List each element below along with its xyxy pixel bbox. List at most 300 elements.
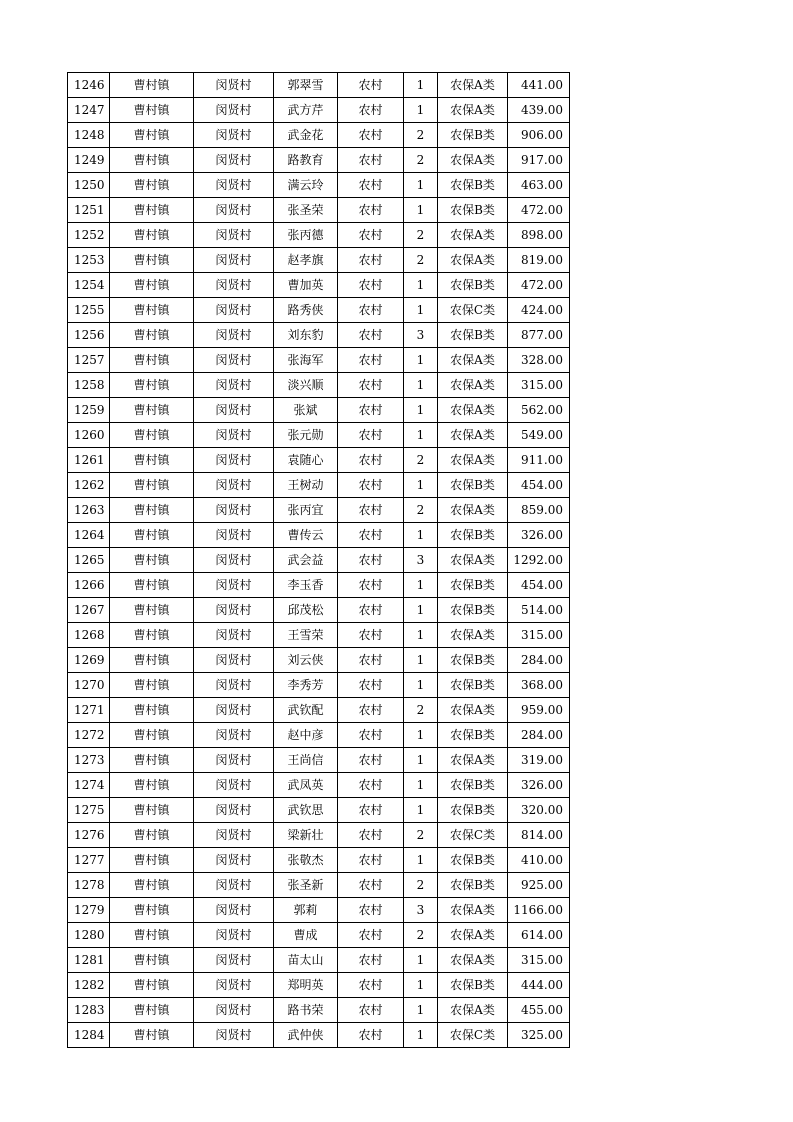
category-cell: 农村 bbox=[338, 748, 404, 773]
category-cell: 农村 bbox=[338, 873, 404, 898]
amount-cell: 1292.00 bbox=[508, 548, 570, 573]
row-number: 1283 bbox=[68, 998, 110, 1023]
amount-cell: 284.00 bbox=[508, 723, 570, 748]
category-cell: 农村 bbox=[338, 273, 404, 298]
row-number: 1253 bbox=[68, 248, 110, 273]
count-cell: 1 bbox=[404, 298, 438, 323]
table-row bbox=[68, 948, 570, 973]
insurance-type-cell: 农保A类 bbox=[438, 223, 508, 248]
insurance-type-cell: 农保B类 bbox=[438, 773, 508, 798]
village-cell: 闵贤村 bbox=[194, 73, 274, 98]
category-cell: 农村 bbox=[338, 823, 404, 848]
village-cell: 闵贤村 bbox=[194, 848, 274, 873]
name-cell: 曹加英 bbox=[274, 273, 338, 298]
name-cell: 路书荣 bbox=[274, 998, 338, 1023]
row-number: 1279 bbox=[68, 898, 110, 923]
category-cell: 农村 bbox=[338, 223, 404, 248]
category-cell: 农村 bbox=[338, 373, 404, 398]
town-cell: 曹村镇 bbox=[110, 223, 194, 248]
table-row bbox=[68, 748, 570, 773]
village-cell: 闵贤村 bbox=[194, 923, 274, 948]
insurance-type-cell: 农保B类 bbox=[438, 273, 508, 298]
name-cell: 王树动 bbox=[274, 473, 338, 498]
village-cell: 闵贤村 bbox=[194, 298, 274, 323]
town-cell: 曹村镇 bbox=[110, 323, 194, 348]
amount-cell: 819.00 bbox=[508, 248, 570, 273]
amount-cell: 315.00 bbox=[508, 623, 570, 648]
town-cell: 曹村镇 bbox=[110, 498, 194, 523]
name-cell: 李玉香 bbox=[274, 573, 338, 598]
village-cell: 闵贤村 bbox=[194, 598, 274, 623]
row-number: 1262 bbox=[68, 473, 110, 498]
name-cell: 梁新壮 bbox=[274, 823, 338, 848]
name-cell: 李秀芳 bbox=[274, 673, 338, 698]
count-cell: 1 bbox=[404, 73, 438, 98]
row-number: 1273 bbox=[68, 748, 110, 773]
count-cell: 1 bbox=[404, 1023, 438, 1048]
village-cell: 闵贤村 bbox=[194, 748, 274, 773]
insurance-type-cell: 农保C类 bbox=[438, 298, 508, 323]
name-cell: 郭莉 bbox=[274, 898, 338, 923]
village-cell: 闵贤村 bbox=[194, 798, 274, 823]
town-cell: 曹村镇 bbox=[110, 198, 194, 223]
table-row bbox=[68, 798, 570, 823]
count-cell: 1 bbox=[404, 673, 438, 698]
count-cell: 2 bbox=[404, 223, 438, 248]
town-cell: 曹村镇 bbox=[110, 448, 194, 473]
amount-cell: 320.00 bbox=[508, 798, 570, 823]
amount-cell: 424.00 bbox=[508, 298, 570, 323]
insurance-type-cell: 农保A类 bbox=[438, 98, 508, 123]
count-cell: 1 bbox=[404, 798, 438, 823]
category-cell: 农村 bbox=[338, 173, 404, 198]
amount-cell: 463.00 bbox=[508, 173, 570, 198]
town-cell: 曹村镇 bbox=[110, 248, 194, 273]
name-cell: 张圣新 bbox=[274, 873, 338, 898]
village-cell: 闵贤村 bbox=[194, 473, 274, 498]
amount-cell: 454.00 bbox=[508, 573, 570, 598]
count-cell: 1 bbox=[404, 398, 438, 423]
table-row bbox=[68, 448, 570, 473]
amount-cell: 877.00 bbox=[508, 323, 570, 348]
name-cell: 淡兴顺 bbox=[274, 373, 338, 398]
amount-cell: 911.00 bbox=[508, 448, 570, 473]
insurance-type-cell: 农保A类 bbox=[438, 498, 508, 523]
name-cell: 邱茂松 bbox=[274, 598, 338, 623]
insurance-type-cell: 农保B类 bbox=[438, 473, 508, 498]
table-body bbox=[68, 73, 570, 1048]
town-cell: 曹村镇 bbox=[110, 123, 194, 148]
village-cell: 闵贤村 bbox=[194, 398, 274, 423]
insurance-type-cell: 农保B类 bbox=[438, 173, 508, 198]
category-cell: 农村 bbox=[338, 1023, 404, 1048]
town-cell: 曹村镇 bbox=[110, 423, 194, 448]
insurance-type-cell: 农保A类 bbox=[438, 548, 508, 573]
village-cell: 闵贤村 bbox=[194, 723, 274, 748]
town-cell: 曹村镇 bbox=[110, 848, 194, 873]
count-cell: 2 bbox=[404, 448, 438, 473]
count-cell: 1 bbox=[404, 773, 438, 798]
table-row bbox=[68, 98, 570, 123]
amount-cell: 326.00 bbox=[508, 773, 570, 798]
table-row bbox=[68, 623, 570, 648]
name-cell: 张斌 bbox=[274, 398, 338, 423]
amount-cell: 562.00 bbox=[508, 398, 570, 423]
table-row bbox=[68, 323, 570, 348]
table-row bbox=[68, 223, 570, 248]
name-cell: 张元勋 bbox=[274, 423, 338, 448]
name-cell: 武凤英 bbox=[274, 773, 338, 798]
category-cell: 农村 bbox=[338, 623, 404, 648]
row-number: 1250 bbox=[68, 173, 110, 198]
row-number: 1270 bbox=[68, 673, 110, 698]
row-number: 1254 bbox=[68, 273, 110, 298]
amount-cell: 614.00 bbox=[508, 923, 570, 948]
count-cell: 1 bbox=[404, 173, 438, 198]
amount-cell: 898.00 bbox=[508, 223, 570, 248]
category-cell: 农村 bbox=[338, 448, 404, 473]
village-cell: 闵贤村 bbox=[194, 648, 274, 673]
amount-cell: 315.00 bbox=[508, 948, 570, 973]
name-cell: 路教育 bbox=[274, 148, 338, 173]
amount-cell: 319.00 bbox=[508, 748, 570, 773]
row-number: 1277 bbox=[68, 848, 110, 873]
amount-cell: 441.00 bbox=[508, 73, 570, 98]
name-cell: 武钦配 bbox=[274, 698, 338, 723]
name-cell: 刘云侠 bbox=[274, 648, 338, 673]
insurance-type-cell: 农保B类 bbox=[438, 973, 508, 998]
amount-cell: 444.00 bbox=[508, 973, 570, 998]
insurance-type-cell: 农保B类 bbox=[438, 798, 508, 823]
town-cell: 曹村镇 bbox=[110, 873, 194, 898]
town-cell: 曹村镇 bbox=[110, 948, 194, 973]
category-cell: 农村 bbox=[338, 723, 404, 748]
insurance-type-cell: 农保A类 bbox=[438, 748, 508, 773]
row-number: 1264 bbox=[68, 523, 110, 548]
table-row bbox=[68, 348, 570, 373]
category-cell: 农村 bbox=[338, 498, 404, 523]
village-cell: 闵贤村 bbox=[194, 973, 274, 998]
amount-cell: 472.00 bbox=[508, 273, 570, 298]
town-cell: 曹村镇 bbox=[110, 523, 194, 548]
town-cell: 曹村镇 bbox=[110, 148, 194, 173]
table-row bbox=[68, 373, 570, 398]
table-row bbox=[68, 998, 570, 1023]
town-cell: 曹村镇 bbox=[110, 973, 194, 998]
amount-cell: 814.00 bbox=[508, 823, 570, 848]
town-cell: 曹村镇 bbox=[110, 898, 194, 923]
category-cell: 农村 bbox=[338, 598, 404, 623]
insurance-type-cell: 农保A类 bbox=[438, 898, 508, 923]
count-cell: 1 bbox=[404, 373, 438, 398]
category-cell: 农村 bbox=[338, 548, 404, 573]
town-cell: 曹村镇 bbox=[110, 823, 194, 848]
town-cell: 曹村镇 bbox=[110, 748, 194, 773]
insurance-type-cell: 农保A类 bbox=[438, 398, 508, 423]
amount-cell: 439.00 bbox=[508, 98, 570, 123]
row-number: 1275 bbox=[68, 798, 110, 823]
amount-cell: 410.00 bbox=[508, 848, 570, 873]
amount-cell: 328.00 bbox=[508, 348, 570, 373]
insurance-type-cell: 农保A类 bbox=[438, 373, 508, 398]
village-cell: 闵贤村 bbox=[194, 523, 274, 548]
town-cell: 曹村镇 bbox=[110, 373, 194, 398]
count-cell: 3 bbox=[404, 548, 438, 573]
village-cell: 闵贤村 bbox=[194, 698, 274, 723]
category-cell: 农村 bbox=[338, 73, 404, 98]
category-cell: 农村 bbox=[338, 798, 404, 823]
category-cell: 农村 bbox=[338, 248, 404, 273]
table-row bbox=[68, 848, 570, 873]
category-cell: 农村 bbox=[338, 648, 404, 673]
insurance-type-cell: 农保C类 bbox=[438, 1023, 508, 1048]
village-cell: 闵贤村 bbox=[194, 423, 274, 448]
count-cell: 2 bbox=[404, 123, 438, 148]
table-row bbox=[68, 398, 570, 423]
category-cell: 农村 bbox=[338, 123, 404, 148]
name-cell: 袁随心 bbox=[274, 448, 338, 473]
row-number: 1284 bbox=[68, 1023, 110, 1048]
row-number: 1266 bbox=[68, 573, 110, 598]
name-cell: 张海军 bbox=[274, 348, 338, 373]
name-cell: 武方芹 bbox=[274, 98, 338, 123]
amount-cell: 454.00 bbox=[508, 473, 570, 498]
count-cell: 1 bbox=[404, 473, 438, 498]
village-cell: 闵贤村 bbox=[194, 823, 274, 848]
count-cell: 1 bbox=[404, 748, 438, 773]
village-cell: 闵贤村 bbox=[194, 873, 274, 898]
row-number: 1260 bbox=[68, 423, 110, 448]
insurance-type-cell: 农保B类 bbox=[438, 848, 508, 873]
name-cell: 满云玲 bbox=[274, 173, 338, 198]
data-table bbox=[67, 72, 570, 1048]
count-cell: 1 bbox=[404, 648, 438, 673]
village-cell: 闵贤村 bbox=[194, 623, 274, 648]
amount-cell: 549.00 bbox=[508, 423, 570, 448]
count-cell: 2 bbox=[404, 823, 438, 848]
row-number: 1263 bbox=[68, 498, 110, 523]
amount-cell: 455.00 bbox=[508, 998, 570, 1023]
town-cell: 曹村镇 bbox=[110, 173, 194, 198]
village-cell: 闵贤村 bbox=[194, 173, 274, 198]
row-number: 1267 bbox=[68, 598, 110, 623]
village-cell: 闵贤村 bbox=[194, 223, 274, 248]
table-row bbox=[68, 1023, 570, 1048]
insurance-type-cell: 农保A类 bbox=[438, 948, 508, 973]
insurance-type-cell: 农保A类 bbox=[438, 998, 508, 1023]
table-row bbox=[68, 248, 570, 273]
amount-cell: 959.00 bbox=[508, 698, 570, 723]
village-cell: 闵贤村 bbox=[194, 273, 274, 298]
insurance-type-cell: 农保B类 bbox=[438, 873, 508, 898]
row-number: 1248 bbox=[68, 123, 110, 148]
count-cell: 1 bbox=[404, 348, 438, 373]
row-number: 1274 bbox=[68, 773, 110, 798]
row-number: 1249 bbox=[68, 148, 110, 173]
row-number: 1269 bbox=[68, 648, 110, 673]
amount-cell: 284.00 bbox=[508, 648, 570, 673]
count-cell: 1 bbox=[404, 598, 438, 623]
name-cell: 赵中彦 bbox=[274, 723, 338, 748]
count-cell: 2 bbox=[404, 248, 438, 273]
count-cell: 1 bbox=[404, 98, 438, 123]
town-cell: 曹村镇 bbox=[110, 473, 194, 498]
town-cell: 曹村镇 bbox=[110, 623, 194, 648]
insurance-type-cell: 农保B类 bbox=[438, 673, 508, 698]
town-cell: 曹村镇 bbox=[110, 298, 194, 323]
category-cell: 农村 bbox=[338, 973, 404, 998]
category-cell: 农村 bbox=[338, 98, 404, 123]
category-cell: 农村 bbox=[338, 423, 404, 448]
table-row bbox=[68, 723, 570, 748]
count-cell: 1 bbox=[404, 523, 438, 548]
insurance-type-cell: 农保C类 bbox=[438, 823, 508, 848]
row-number: 1246 bbox=[68, 73, 110, 98]
table-row bbox=[68, 273, 570, 298]
town-cell: 曹村镇 bbox=[110, 98, 194, 123]
row-number: 1276 bbox=[68, 823, 110, 848]
insurance-type-cell: 农保A类 bbox=[438, 623, 508, 648]
category-cell: 农村 bbox=[338, 948, 404, 973]
count-cell: 1 bbox=[404, 423, 438, 448]
count-cell: 2 bbox=[404, 148, 438, 173]
name-cell: 王雪荣 bbox=[274, 623, 338, 648]
table-row bbox=[68, 298, 570, 323]
insurance-type-cell: 农保B类 bbox=[438, 523, 508, 548]
row-number: 1261 bbox=[68, 448, 110, 473]
row-number: 1251 bbox=[68, 198, 110, 223]
row-number: 1278 bbox=[68, 873, 110, 898]
insurance-type-cell: 农保A类 bbox=[438, 423, 508, 448]
count-cell: 1 bbox=[404, 623, 438, 648]
table-row bbox=[68, 473, 570, 498]
town-cell: 曹村镇 bbox=[110, 998, 194, 1023]
village-cell: 闵贤村 bbox=[194, 98, 274, 123]
amount-cell: 315.00 bbox=[508, 373, 570, 398]
insurance-type-cell: 农保B类 bbox=[438, 723, 508, 748]
count-cell: 1 bbox=[404, 273, 438, 298]
table-row bbox=[68, 698, 570, 723]
table-row bbox=[68, 823, 570, 848]
amount-cell: 472.00 bbox=[508, 198, 570, 223]
count-cell: 2 bbox=[404, 498, 438, 523]
village-cell: 闵贤村 bbox=[194, 148, 274, 173]
category-cell: 农村 bbox=[338, 348, 404, 373]
category-cell: 农村 bbox=[338, 398, 404, 423]
town-cell: 曹村镇 bbox=[110, 723, 194, 748]
insurance-type-cell: 农保A类 bbox=[438, 73, 508, 98]
category-cell: 农村 bbox=[338, 998, 404, 1023]
row-number: 1280 bbox=[68, 923, 110, 948]
amount-cell: 925.00 bbox=[508, 873, 570, 898]
category-cell: 农村 bbox=[338, 323, 404, 348]
town-cell: 曹村镇 bbox=[110, 923, 194, 948]
name-cell: 张圣荣 bbox=[274, 198, 338, 223]
table-row bbox=[68, 73, 570, 98]
category-cell: 农村 bbox=[338, 148, 404, 173]
row-number: 1281 bbox=[68, 948, 110, 973]
table-row bbox=[68, 523, 570, 548]
category-cell: 农村 bbox=[338, 923, 404, 948]
table-row bbox=[68, 148, 570, 173]
insurance-type-cell: 农保A类 bbox=[438, 698, 508, 723]
village-cell: 闵贤村 bbox=[194, 1023, 274, 1048]
village-cell: 闵贤村 bbox=[194, 323, 274, 348]
insurance-type-cell: 农保B类 bbox=[438, 198, 508, 223]
village-cell: 闵贤村 bbox=[194, 348, 274, 373]
row-number: 1257 bbox=[68, 348, 110, 373]
table-row bbox=[68, 173, 570, 198]
count-cell: 3 bbox=[404, 323, 438, 348]
name-cell: 刘东豹 bbox=[274, 323, 338, 348]
name-cell: 曹成 bbox=[274, 923, 338, 948]
table-row bbox=[68, 773, 570, 798]
village-cell: 闵贤村 bbox=[194, 248, 274, 273]
amount-cell: 368.00 bbox=[508, 673, 570, 698]
category-cell: 农村 bbox=[338, 848, 404, 873]
name-cell: 郭翠雪 bbox=[274, 73, 338, 98]
table-row bbox=[68, 673, 570, 698]
table-row bbox=[68, 198, 570, 223]
count-cell: 2 bbox=[404, 873, 438, 898]
count-cell: 1 bbox=[404, 948, 438, 973]
town-cell: 曹村镇 bbox=[110, 598, 194, 623]
village-cell: 闵贤村 bbox=[194, 373, 274, 398]
amount-cell: 917.00 bbox=[508, 148, 570, 173]
name-cell: 张丙德 bbox=[274, 223, 338, 248]
village-cell: 闵贤村 bbox=[194, 998, 274, 1023]
insurance-type-cell: 农保B类 bbox=[438, 323, 508, 348]
insurance-type-cell: 农保B类 bbox=[438, 573, 508, 598]
insurance-type-cell: 农保A类 bbox=[438, 248, 508, 273]
name-cell: 郑明英 bbox=[274, 973, 338, 998]
village-cell: 闵贤村 bbox=[194, 198, 274, 223]
village-cell: 闵贤村 bbox=[194, 673, 274, 698]
insurance-type-cell: 农保A类 bbox=[438, 448, 508, 473]
category-cell: 农村 bbox=[338, 898, 404, 923]
count-cell: 1 bbox=[404, 998, 438, 1023]
name-cell: 曹传云 bbox=[274, 523, 338, 548]
table-row bbox=[68, 873, 570, 898]
town-cell: 曹村镇 bbox=[110, 273, 194, 298]
category-cell: 农村 bbox=[338, 773, 404, 798]
count-cell: 3 bbox=[404, 898, 438, 923]
name-cell: 武仲侠 bbox=[274, 1023, 338, 1048]
amount-cell: 514.00 bbox=[508, 598, 570, 623]
count-cell: 2 bbox=[404, 923, 438, 948]
town-cell: 曹村镇 bbox=[110, 698, 194, 723]
name-cell: 武钦思 bbox=[274, 798, 338, 823]
row-number: 1282 bbox=[68, 973, 110, 998]
insurance-type-cell: 农保B类 bbox=[438, 598, 508, 623]
town-cell: 曹村镇 bbox=[110, 1023, 194, 1048]
category-cell: 农村 bbox=[338, 198, 404, 223]
name-cell: 武金花 bbox=[274, 123, 338, 148]
insurance-type-cell: 农保A类 bbox=[438, 348, 508, 373]
town-cell: 曹村镇 bbox=[110, 73, 194, 98]
village-cell: 闵贤村 bbox=[194, 898, 274, 923]
name-cell: 苗太山 bbox=[274, 948, 338, 973]
count-cell: 1 bbox=[404, 973, 438, 998]
category-cell: 农村 bbox=[338, 523, 404, 548]
amount-cell: 906.00 bbox=[508, 123, 570, 148]
town-cell: 曹村镇 bbox=[110, 648, 194, 673]
town-cell: 曹村镇 bbox=[110, 398, 194, 423]
village-cell: 闵贤村 bbox=[194, 123, 274, 148]
table-row bbox=[68, 898, 570, 923]
count-cell: 1 bbox=[404, 723, 438, 748]
amount-cell: 326.00 bbox=[508, 523, 570, 548]
